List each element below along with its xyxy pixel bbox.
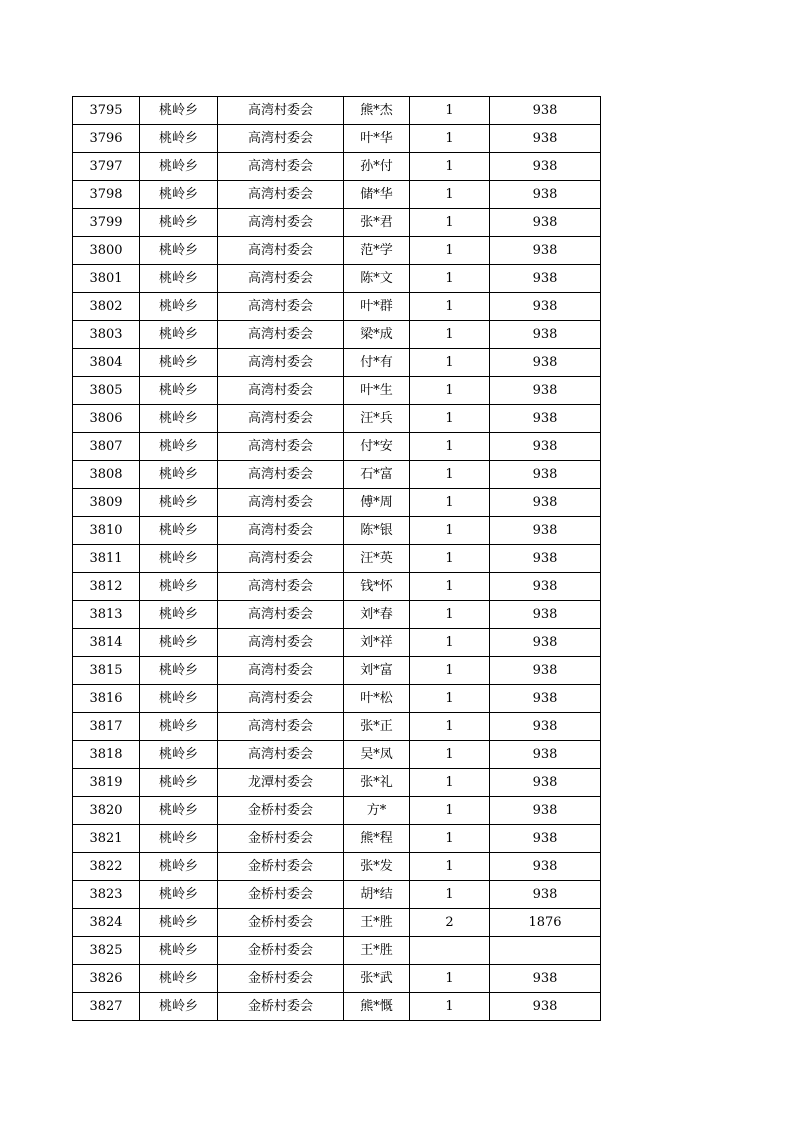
table-row — [73, 825, 601, 853]
person-name-cell: 陈*银 — [344, 517, 410, 545]
village-committee-cell: 高湾村委会 — [218, 657, 344, 685]
serial-number-cell: 3813 — [73, 601, 140, 629]
amount-cell: 938 — [490, 657, 601, 685]
count-cell: 1 — [410, 657, 490, 685]
township-cell: 桃岭乡 — [140, 797, 218, 825]
village-committee-cell: 高湾村委会 — [218, 181, 344, 209]
count-cell: 1 — [410, 377, 490, 405]
person-name-cell: 王*胜 — [344, 937, 410, 965]
count-cell: 1 — [410, 321, 490, 349]
serial-number-cell: 3802 — [73, 293, 140, 321]
person-name-cell: 石*富 — [344, 461, 410, 489]
amount-cell: 938 — [490, 349, 601, 377]
amount-cell: 938 — [490, 433, 601, 461]
village-committee-cell: 高湾村委会 — [218, 461, 344, 489]
person-name-cell: 汪*英 — [344, 545, 410, 573]
township-cell: 桃岭乡 — [140, 377, 218, 405]
serial-number-cell: 3824 — [73, 909, 140, 937]
table-row — [73, 741, 601, 769]
township-cell: 桃岭乡 — [140, 965, 218, 993]
township-cell: 桃岭乡 — [140, 433, 218, 461]
village-committee-cell: 金桥村委会 — [218, 937, 344, 965]
table-row — [73, 937, 601, 965]
township-cell: 桃岭乡 — [140, 993, 218, 1021]
serial-number-cell: 3825 — [73, 937, 140, 965]
village-committee-cell: 高湾村委会 — [218, 601, 344, 629]
amount-cell: 938 — [490, 237, 601, 265]
serial-number-cell: 3797 — [73, 153, 140, 181]
table-row — [73, 853, 601, 881]
amount-cell: 938 — [490, 545, 601, 573]
amount-cell: 938 — [490, 797, 601, 825]
township-cell: 桃岭乡 — [140, 125, 218, 153]
amount-cell: 938 — [490, 825, 601, 853]
amount-cell: 938 — [490, 629, 601, 657]
village-committee-cell: 金桥村委会 — [218, 825, 344, 853]
township-cell: 桃岭乡 — [140, 97, 218, 125]
roster-body — [73, 97, 601, 1021]
table-row — [73, 797, 601, 825]
serial-number-cell: 3800 — [73, 237, 140, 265]
count-cell: 1 — [410, 685, 490, 713]
village-committee-cell: 金桥村委会 — [218, 965, 344, 993]
township-cell: 桃岭乡 — [140, 461, 218, 489]
township-cell: 桃岭乡 — [140, 153, 218, 181]
table-row — [73, 97, 601, 125]
serial-number-cell: 3819 — [73, 769, 140, 797]
person-name-cell: 熊*程 — [344, 825, 410, 853]
count-cell: 1 — [410, 517, 490, 545]
village-committee-cell: 金桥村委会 — [218, 909, 344, 937]
township-cell: 桃岭乡 — [140, 909, 218, 937]
table-row — [73, 237, 601, 265]
township-cell: 桃岭乡 — [140, 545, 218, 573]
person-name-cell: 傅*周 — [344, 489, 410, 517]
amount-cell: 938 — [490, 993, 601, 1021]
table-row — [73, 769, 601, 797]
serial-number-cell: 3799 — [73, 209, 140, 237]
village-committee-cell: 高湾村委会 — [218, 377, 344, 405]
village-committee-cell: 高湾村委会 — [218, 545, 344, 573]
table-row — [73, 209, 601, 237]
serial-number-cell: 3822 — [73, 853, 140, 881]
count-cell: 1 — [410, 825, 490, 853]
table-row — [73, 657, 601, 685]
table-row — [73, 349, 601, 377]
amount-cell: 1876 — [490, 909, 601, 937]
village-committee-cell: 高湾村委会 — [218, 629, 344, 657]
village-committee-cell: 高湾村委会 — [218, 573, 344, 601]
table-row — [73, 517, 601, 545]
count-cell: 1 — [410, 601, 490, 629]
amount-cell: 938 — [490, 265, 601, 293]
township-cell: 桃岭乡 — [140, 181, 218, 209]
village-committee-cell: 金桥村委会 — [218, 797, 344, 825]
village-committee-cell: 高湾村委会 — [218, 153, 344, 181]
township-cell: 桃岭乡 — [140, 853, 218, 881]
count-cell: 1 — [410, 265, 490, 293]
serial-number-cell: 3808 — [73, 461, 140, 489]
village-committee-cell: 高湾村委会 — [218, 517, 344, 545]
serial-number-cell: 3806 — [73, 405, 140, 433]
serial-number-cell: 3801 — [73, 265, 140, 293]
amount-cell: 938 — [490, 321, 601, 349]
table-row — [73, 125, 601, 153]
township-cell: 桃岭乡 — [140, 265, 218, 293]
count-cell: 1 — [410, 741, 490, 769]
serial-number-cell: 3818 — [73, 741, 140, 769]
township-cell: 桃岭乡 — [140, 685, 218, 713]
person-name-cell: 张*君 — [344, 209, 410, 237]
table-row — [73, 405, 601, 433]
village-committee-cell: 金桥村委会 — [218, 853, 344, 881]
amount-cell: 938 — [490, 853, 601, 881]
village-committee-cell: 高湾村委会 — [218, 237, 344, 265]
amount-cell: 938 — [490, 965, 601, 993]
serial-number-cell: 3817 — [73, 713, 140, 741]
township-cell: 桃岭乡 — [140, 937, 218, 965]
person-name-cell: 张*正 — [344, 713, 410, 741]
amount-cell: 938 — [490, 741, 601, 769]
table-row — [73, 265, 601, 293]
person-name-cell: 叶*华 — [344, 125, 410, 153]
count-cell: 1 — [410, 713, 490, 741]
person-name-cell: 汪*兵 — [344, 405, 410, 433]
township-cell: 桃岭乡 — [140, 769, 218, 797]
count-cell: 1 — [410, 237, 490, 265]
person-name-cell: 付*安 — [344, 433, 410, 461]
village-committee-cell: 高湾村委会 — [218, 741, 344, 769]
table-row — [73, 993, 601, 1021]
person-name-cell: 吴*凤 — [344, 741, 410, 769]
serial-number-cell: 3798 — [73, 181, 140, 209]
village-committee-cell: 龙潭村委会 — [218, 769, 344, 797]
serial-number-cell: 3795 — [73, 97, 140, 125]
count-cell: 1 — [410, 489, 490, 517]
amount-cell: 938 — [490, 713, 601, 741]
village-committee-cell: 高湾村委会 — [218, 433, 344, 461]
serial-number-cell: 3803 — [73, 321, 140, 349]
serial-number-cell: 3804 — [73, 349, 140, 377]
serial-number-cell: 3823 — [73, 881, 140, 909]
serial-number-cell: 3816 — [73, 685, 140, 713]
township-cell: 桃岭乡 — [140, 881, 218, 909]
count-cell: 1 — [410, 153, 490, 181]
serial-number-cell: 3820 — [73, 797, 140, 825]
amount-cell: 938 — [490, 489, 601, 517]
amount-cell: 938 — [490, 601, 601, 629]
village-committee-cell: 高湾村委会 — [218, 209, 344, 237]
count-cell: 1 — [410, 965, 490, 993]
table-row — [73, 377, 601, 405]
township-cell: 桃岭乡 — [140, 293, 218, 321]
amount-cell: 938 — [490, 293, 601, 321]
village-committee-cell: 高湾村委会 — [218, 713, 344, 741]
count-cell: 1 — [410, 461, 490, 489]
amount-cell: 938 — [490, 181, 601, 209]
amount-cell: 938 — [490, 881, 601, 909]
amount-cell: 938 — [490, 573, 601, 601]
table-row — [73, 685, 601, 713]
person-name-cell: 张*礼 — [344, 769, 410, 797]
count-cell: 1 — [410, 853, 490, 881]
amount-cell: 938 — [490, 405, 601, 433]
village-committee-cell: 高湾村委会 — [218, 685, 344, 713]
amount-cell: 938 — [490, 769, 601, 797]
township-cell: 桃岭乡 — [140, 713, 218, 741]
serial-number-cell: 3826 — [73, 965, 140, 993]
table-row — [73, 629, 601, 657]
serial-number-cell: 3809 — [73, 489, 140, 517]
amount-cell: 938 — [490, 97, 601, 125]
table-row — [73, 573, 601, 601]
amount-cell — [490, 937, 601, 965]
amount-cell: 938 — [490, 517, 601, 545]
count-cell: 1 — [410, 349, 490, 377]
amount-cell: 938 — [490, 685, 601, 713]
amount-cell: 938 — [490, 125, 601, 153]
village-committee-cell: 高湾村委会 — [218, 125, 344, 153]
township-cell: 桃岭乡 — [140, 517, 218, 545]
village-committee-cell: 高湾村委会 — [218, 265, 344, 293]
person-name-cell: 叶*松 — [344, 685, 410, 713]
serial-number-cell: 3815 — [73, 657, 140, 685]
table-row — [73, 881, 601, 909]
table-row — [73, 153, 601, 181]
village-committee-cell: 高湾村委会 — [218, 489, 344, 517]
township-cell: 桃岭乡 — [140, 489, 218, 517]
table-row — [73, 965, 601, 993]
person-name-cell: 刘*春 — [344, 601, 410, 629]
village-committee-cell: 高湾村委会 — [218, 321, 344, 349]
table-row — [73, 545, 601, 573]
person-name-cell: 储*华 — [344, 181, 410, 209]
table-row — [73, 461, 601, 489]
village-committee-cell: 高湾村委会 — [218, 97, 344, 125]
person-name-cell: 熊*杰 — [344, 97, 410, 125]
count-cell: 1 — [410, 993, 490, 1021]
person-name-cell: 叶*生 — [344, 377, 410, 405]
count-cell: 1 — [410, 97, 490, 125]
township-cell: 桃岭乡 — [140, 349, 218, 377]
serial-number-cell: 3811 — [73, 545, 140, 573]
serial-number-cell: 3827 — [73, 993, 140, 1021]
village-committee-cell: 高湾村委会 — [218, 293, 344, 321]
table-row — [73, 433, 601, 461]
township-cell: 桃岭乡 — [140, 405, 218, 433]
person-name-cell: 张*武 — [344, 965, 410, 993]
count-cell — [410, 937, 490, 965]
serial-number-cell: 3821 — [73, 825, 140, 853]
amount-cell: 938 — [490, 153, 601, 181]
table-row — [73, 489, 601, 517]
township-cell: 桃岭乡 — [140, 657, 218, 685]
table-row — [73, 181, 601, 209]
table-row — [73, 909, 601, 937]
count-cell: 1 — [410, 797, 490, 825]
serial-number-cell: 3812 — [73, 573, 140, 601]
count-cell: 1 — [410, 629, 490, 657]
serial-number-cell: 3810 — [73, 517, 140, 545]
township-cell: 桃岭乡 — [140, 209, 218, 237]
person-name-cell: 梁*成 — [344, 321, 410, 349]
count-cell: 1 — [410, 433, 490, 461]
township-cell: 桃岭乡 — [140, 573, 218, 601]
count-cell: 1 — [410, 125, 490, 153]
township-cell: 桃岭乡 — [140, 321, 218, 349]
village-committee-cell: 金桥村委会 — [218, 993, 344, 1021]
village-committee-cell: 金桥村委会 — [218, 881, 344, 909]
serial-number-cell: 3807 — [73, 433, 140, 461]
amount-cell: 938 — [490, 377, 601, 405]
count-cell: 1 — [410, 405, 490, 433]
count-cell: 1 — [410, 545, 490, 573]
table-row — [73, 293, 601, 321]
township-cell: 桃岭乡 — [140, 629, 218, 657]
person-name-cell: 陈*文 — [344, 265, 410, 293]
amount-cell: 938 — [490, 209, 601, 237]
serial-number-cell: 3805 — [73, 377, 140, 405]
count-cell: 1 — [410, 209, 490, 237]
count-cell: 1 — [410, 769, 490, 797]
count-cell: 2 — [410, 909, 490, 937]
table-row — [73, 713, 601, 741]
village-committee-cell: 高湾村委会 — [218, 349, 344, 377]
table-row — [73, 601, 601, 629]
person-name-cell: 钱*怀 — [344, 573, 410, 601]
person-name-cell: 熊*慨 — [344, 993, 410, 1021]
person-name-cell: 范*学 — [344, 237, 410, 265]
person-name-cell: 方* — [344, 797, 410, 825]
person-name-cell: 胡*结 — [344, 881, 410, 909]
serial-number-cell: 3814 — [73, 629, 140, 657]
person-name-cell: 孙*付 — [344, 153, 410, 181]
count-cell: 1 — [410, 293, 490, 321]
township-cell: 桃岭乡 — [140, 825, 218, 853]
township-cell: 桃岭乡 — [140, 601, 218, 629]
roster-table — [72, 96, 601, 1021]
count-cell: 1 — [410, 181, 490, 209]
person-name-cell: 王*胜 — [344, 909, 410, 937]
township-cell: 桃岭乡 — [140, 237, 218, 265]
person-name-cell: 张*发 — [344, 853, 410, 881]
count-cell: 1 — [410, 881, 490, 909]
amount-cell: 938 — [490, 461, 601, 489]
person-name-cell: 刘*祥 — [344, 629, 410, 657]
count-cell: 1 — [410, 573, 490, 601]
person-name-cell: 叶*群 — [344, 293, 410, 321]
township-cell: 桃岭乡 — [140, 741, 218, 769]
table-row — [73, 321, 601, 349]
serial-number-cell: 3796 — [73, 125, 140, 153]
person-name-cell: 付*有 — [344, 349, 410, 377]
village-committee-cell: 高湾村委会 — [218, 405, 344, 433]
person-name-cell: 刘*富 — [344, 657, 410, 685]
